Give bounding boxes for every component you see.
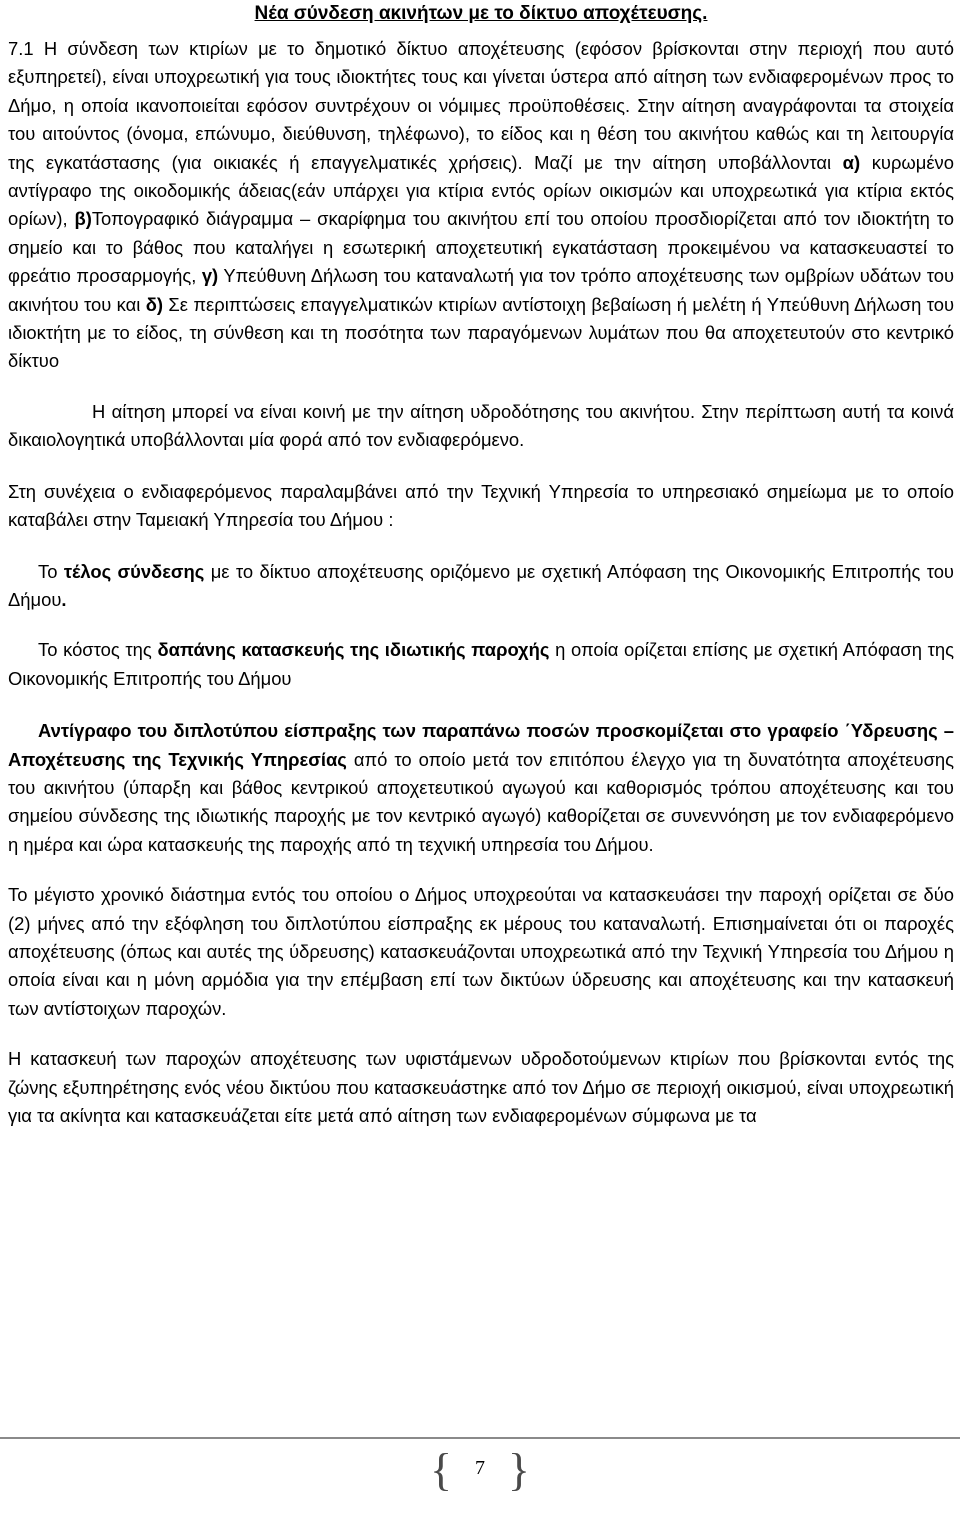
- paragraph-text: .: [61, 588, 67, 610]
- paragraph-text: η οποία ορίζεται επίσης με σχετική Απόφαση της Οικονομικής Επιτροπής του Δήμου: [8, 639, 954, 689]
- paragraph-construction-cost: [8, 636, 954, 693]
- left-brace-ornament: {: [430, 1444, 453, 1495]
- section-number: 7.1: [8, 38, 34, 59]
- paragraph-existing-buildings: Η κατασκευή των παροχών αποχέτευσης των υφιστάμενων υδροδοτούμενων κτιρίων που βρίσκονται εντός της ζώνης εξυπηρέτησης ενός νέου δικτύου που κατασκευάστηκε από τον Δήμο σε περιοχή οικισμού, είναι υποχρεωτική για τα ακίνητα και κατασκευάζεται είτε μετά από αίτηση των ενδιαφερομένων σύμφωνα με τα: [8, 1048, 954, 1126]
- item-label-a: α): [842, 151, 861, 173]
- paragraph-text: Σε περιπτώσεις επαγγελματικών κτιρίων αντίστοιχη βεβαίωση ή μελέτη ή Υπεύθυνη Δήλωση του ιδιοκτήτη με το είδος, τη σύνθεση και τη ποσότητα των παραγόμενων λυμάτων που θα αποχετευτούν στο κεντρικό δίκτυο: [8, 293, 955, 372]
- receipt-copy-term: Αντίγραφο του διπλοτύπου είσπραξης των παραπάνω ποσών προσκομίζεται στο γραφείο ΄Υδρευσης – Αποχέτευσης της Τεχνικής Υπηρεσίας: [8, 720, 954, 770]
- item-label-c: γ): [201, 265, 219, 287]
- item-label-b: β): [74, 208, 92, 230]
- paragraph-connection-fee: [8, 558, 954, 615]
- paragraph-text: με το δίκτυο αποχέτευσης οριζόμενο με σχετική Απόφαση της Οικονομικής Επιτροπής του Δήμου: [8, 560, 954, 610]
- footer-divider: [0, 1437, 960, 1439]
- document-page: [8, 0, 954, 1130]
- paragraph-text: Υπεύθυνη Δήλωση του καταναλωτή για τον τρόπο αποχέτευσης των ομβρίων υδάτων του ακινήτου του και: [8, 265, 955, 315]
- paragraph-text: Η σύνδεση των κτιρίων με το δημοτικό δίκτυο αποχέτευσης (εφόσον βρίσκονται στην περιοχή που αυτό εξυπηρετεί), είναι υποχρεωτική για τους ιδιοκτήτες τους και γίνεται ύστερα από αίτηση των ενδιαφερομένων προς το Δήμο, η οποία ικανοποιείται εφόσον συντρέχουν οι νόμιμες προϋποθέσεις. Στην αίτηση αναγράφονται τα στοιχεία του αιτούντος (όνομα, επώνυμο, διεύθυνση, τηλέφωνο), το είδος και η θέση του ακινήτου καθώς και τη λειτουργία της εγκατάστασης (για οικιακές ή επαγγελματικές χρήσεις). Μαζί με την αίτηση υποβάλλονται: [8, 38, 954, 173]
- connection-fee-term: τέλος σύνδεσης: [63, 560, 205, 582]
- paragraph-text: Το κόστος της: [38, 639, 158, 661]
- page-number: 7: [475, 1457, 485, 1479]
- paragraph-text: από το οποίο μετά τον επιτόπου έλεγχο για τη δυνατότητα αποχέτευσης του ακινήτου (ύπαρξη και βάθος κεντρικού αποχετευτικού αγωγού και καθορισμός τρόπου αποχέτευσης και του σημείου σύνδεσης της ιδιωτικής παροχής με τον κεντρικό αγωγό) καθορίζεται σε συνεννόηση με τον ενδιαφερόμενο η ημέρα και ώρα κατασκευής της παροχής από τη τεχνική υπηρεσία του Δήμου.: [8, 748, 955, 855]
- paragraph-receipt-copy: [8, 717, 954, 859]
- section-heading: Νέα σύνδεση ακινήτων με το δίκτυο αποχέτευσης.: [254, 3, 708, 24]
- page-footer: [430, 1442, 530, 1498]
- paragraph-text: Το: [38, 560, 64, 582]
- paragraph-text: κυρωμένο αντίγραφο της οικοδομικής άδειας(εάν υπάρχει για κτίρια εντός ορίων οικισμών και υποχρεωτικά για κτίρια εκτός ορίων),: [8, 151, 954, 230]
- paragraph-max-period: Το μέγιστο χρονικό διάστημα εντός του οποίου ο Δήμος υποχρεούται να κατασκευάσει την παροχή ορίζεται σε δύο (2) μήνες από την εξόφληση του διπλοτύπου είσπραξης εκ μέρους του καταναλωτή. Επισημαίνεται ότι οι παροχές αποχέτευσης (όπως και αυτές της ύδρευσης) κατασκευάζονται υποχρεωτικά από την Τεχνική Υπηρεσία του Δήμου η οποία είναι και η μόνη αρμόδια για την επέμβαση επί των δικτύων ύδρευσης και αποχέτευσης και την κατασκευή των αντίστοιχων παροχών.: [8, 884, 954, 1019]
- construction-cost-term: δαπάνης κατασκευής της ιδιωτικής παροχής: [157, 639, 550, 661]
- paragraph-service-note: Στη συνέχεια ο ενδιαφερόμενος παραλαμβάνει από την Τεχνική Υπηρεσία το υπηρεσιακό σημείωμα με το οποίο καταβάλει στην Ταμειακή Υπηρεσία του Δήμου :: [8, 480, 954, 531]
- right-brace-ornament: }: [507, 1444, 530, 1495]
- paragraph-text: Τοπογραφικό διάγραμμα – σκαρίφημα του ακινήτου επί του οποίου προσδιορίζεται από τον ιδιοκτήτη το σημείο και το βάθος που καταλήγει η εσωτερική αποχετευτική εγκατάσταση προκειμένου να κατασκευαστεί το φρεάτιο προσαρμογής,: [8, 208, 954, 287]
- paragraph-7-1: [8, 35, 954, 376]
- paragraph-joint-application: Η αίτηση μπορεί να είναι κοινή με την αίτηση υδροδότησης του ακινήτου. Στην περίπτωση αυτή τα κοινά δικαιολογητικά υποβάλλονται μία φορά από τον ενδιαφερόμενο.: [8, 400, 954, 451]
- item-label-d: δ): [145, 293, 164, 315]
